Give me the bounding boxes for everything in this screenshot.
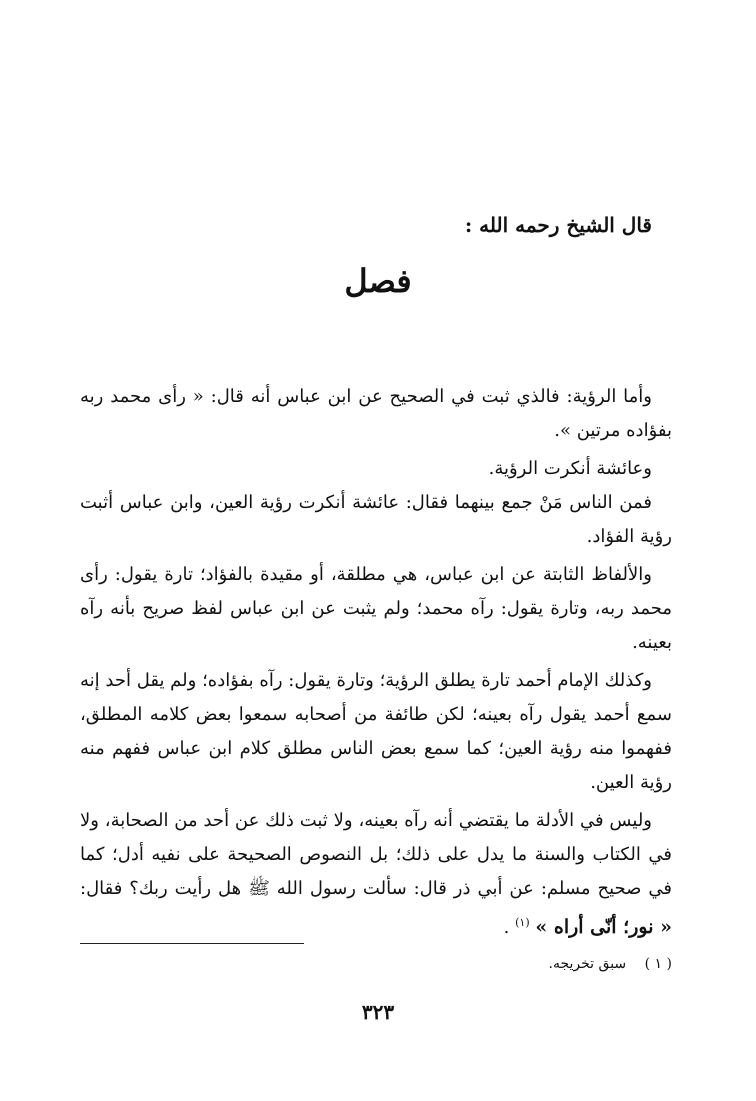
page-number: ٣٢٣ xyxy=(361,1000,395,1024)
paragraph-text: وليس في الأدلة ما يقتضي أنه رآه بعينه، ولا ثبت ذلك عن أحد من الصحابة، ولا في الكتاب والسنة ما يدل على ذلك؛ بل النصوص الصحيحة على نفيه أدل؛ كما في صحيح مسلم: عن أبي ذر قال: سألت رسول الله ﷺ هل رأيت ربك؟ فقال: xyxy=(80,810,672,899)
paragraph-with-quote xyxy=(80,804,672,945)
footnote-divider xyxy=(80,943,304,944)
sentence-end: . xyxy=(503,917,510,938)
hadith-quote: « نور؛ أنّى أراه » xyxy=(535,916,672,938)
paragraph: وكذلك الإمام أحمد تارة يطلق الرؤية؛ وتارة يقول: رآه بفؤاده؛ ولم يقل أحد إنه سمع أحمد يقول رآه بعينه؛ لكن طائفة من أصحابه سمعوا بعض كلامه المطلق، ففهموا منه رؤية العين؛ كما سمع بعض الناس مطلق كلام ابن عباس ففهم منه رؤية العين. xyxy=(80,670,672,793)
footnote-reference[interactable]: (١) xyxy=(515,916,530,929)
footnote-number: ( ١ ) xyxy=(644,956,672,972)
footnote-text: سبق تخريجه. xyxy=(548,956,627,972)
paragraph: فمن الناس مَنْ جمع بينهما فقال: عائشة أنكرت رؤية العين، وابن عباس أثبت رؤية الفؤاد. xyxy=(80,492,672,547)
footnote xyxy=(549,956,672,972)
paragraph: والألفاظ الثابتة عن ابن عباس، هي مطلقة، أو مقيدة بالفؤاد؛ تارة يقول: رأى محمد ربه، وتارة يقول: رآه محمد؛ ولم يثبت عن ابن عباس لفظ صريح بأنه رآه بعينه. xyxy=(80,564,672,653)
section-title: فصل xyxy=(344,262,412,300)
intro-line: قال الشيخ رحمه الله : xyxy=(464,213,652,237)
main-text xyxy=(80,380,672,949)
paragraph: وأما الرؤية: فالذي ثبت في الصحيح عن ابن عباس أنه قال: « رأى محمد ربه بفؤاده مرتين ». xyxy=(80,386,672,441)
paragraph: وعائشة أنكرت الرؤية. xyxy=(488,458,652,479)
